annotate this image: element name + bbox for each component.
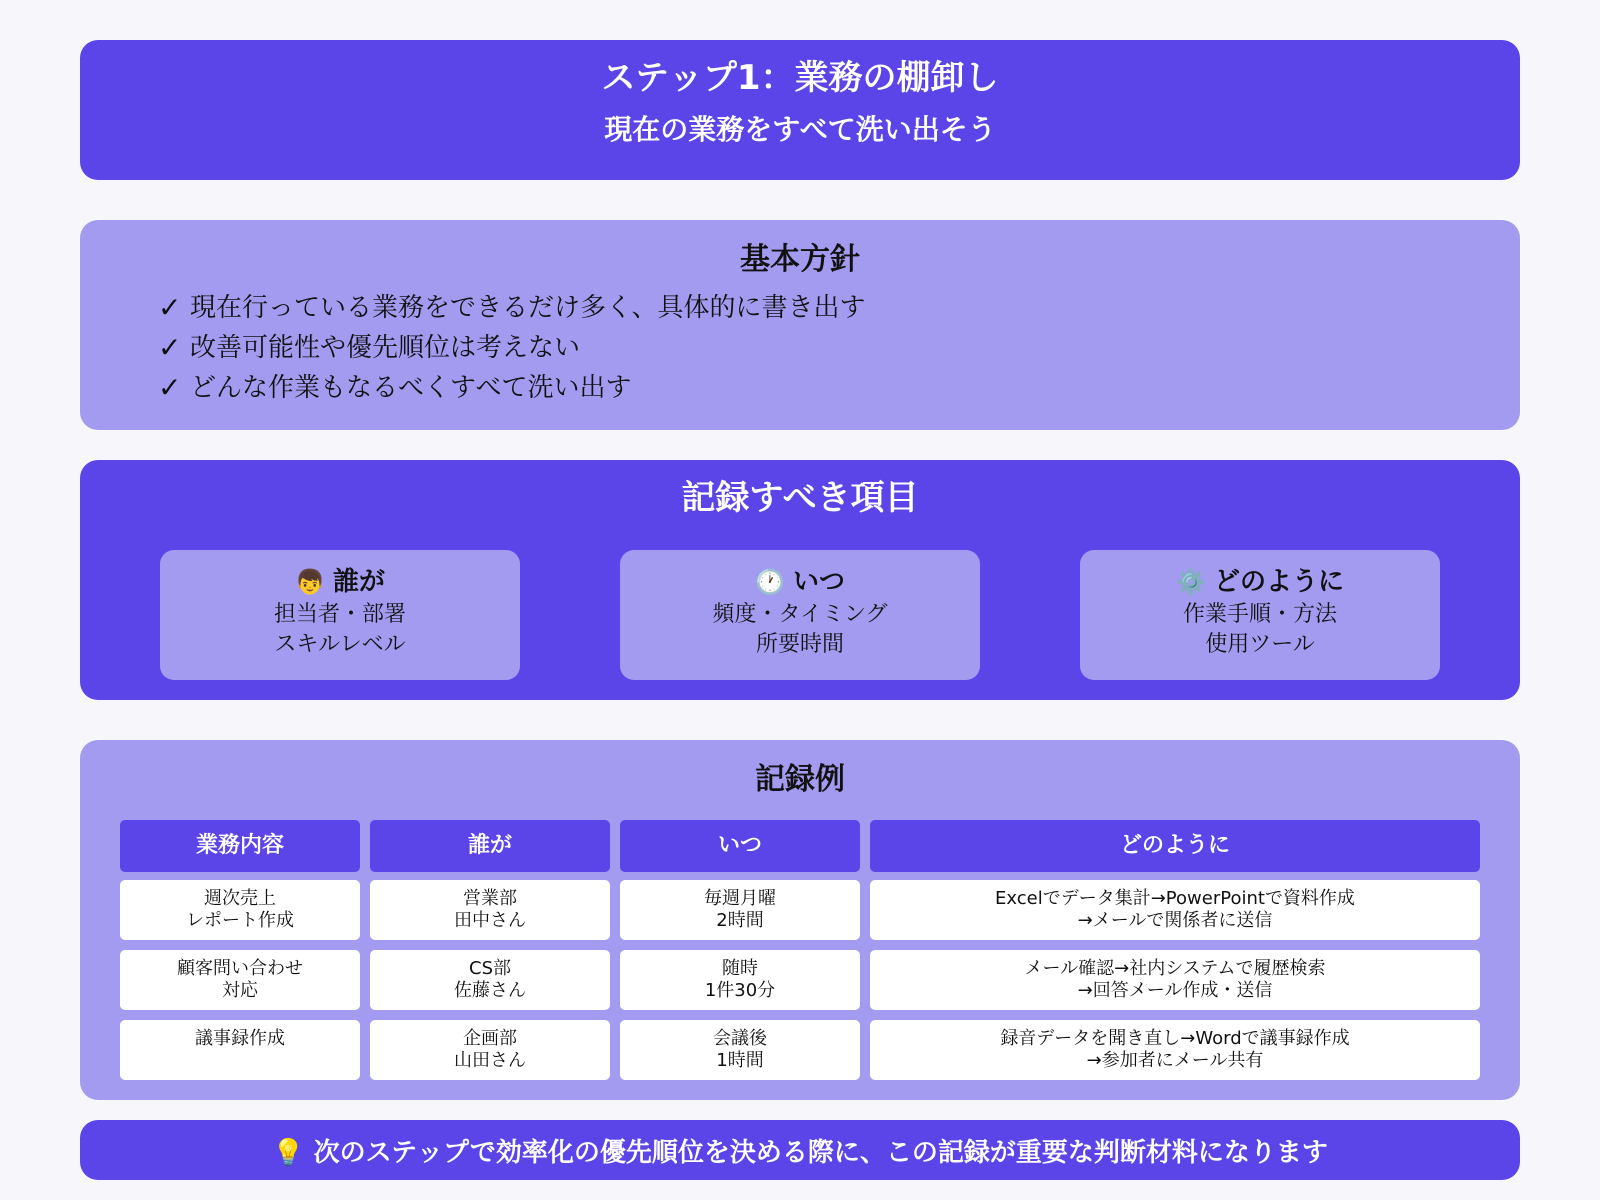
- clock-icon: 🕐: [755, 568, 785, 596]
- cell-line: Excelでデータ集計→PowerPointで資料作成: [995, 888, 1355, 909]
- header-banner: [80, 40, 1520, 180]
- policy-section: [80, 220, 1520, 430]
- cell-line: 山田さん: [454, 1050, 526, 1071]
- column-header: どのように: [870, 820, 1480, 872]
- table-cell: [370, 880, 610, 940]
- person-icon: 👦: [295, 568, 325, 596]
- footer-message: 次のステップで効率化の優先順位を決める際に、この記録が重要な判断材料になります: [313, 1137, 1328, 1168]
- table-cell: [120, 950, 360, 1010]
- card-when: [620, 550, 980, 680]
- check-icon: ✓: [158, 291, 182, 324]
- cell-line: 対応: [222, 980, 258, 1001]
- card-how: [1080, 550, 1440, 680]
- cell-line: →メールで関係者に送信: [1077, 910, 1273, 931]
- card-line: 担当者・部署: [273, 602, 406, 627]
- table-cell: [370, 1020, 610, 1080]
- card-line: 作業手順・方法: [1182, 602, 1337, 627]
- table-row: [120, 1020, 1480, 1080]
- lightbulb-icon: 💡: [272, 1137, 305, 1168]
- cell-line: 議事録作成: [195, 1028, 285, 1049]
- policy-list: [158, 288, 1520, 408]
- card-line: 所要時間: [755, 632, 844, 657]
- cell-line: 2時間: [716, 910, 764, 931]
- page-title: ステップ1：業務の棚卸し: [601, 58, 999, 98]
- table-cell: [120, 880, 360, 940]
- cell-line: →回答メール作成・送信: [1077, 980, 1273, 1001]
- check-icon: ✓: [158, 331, 182, 364]
- check-icon: ✓: [158, 371, 182, 404]
- cell-line: 1件30分: [704, 980, 776, 1001]
- policy-item-text: 現在行っている業務をできるだけ多く、具体的に書き出す: [190, 293, 866, 323]
- footer-banner: [80, 1120, 1520, 1180]
- column-header: 誰が: [370, 820, 610, 872]
- cell-line: 週次売上: [204, 888, 276, 909]
- card-line: 使用ツール: [1205, 632, 1315, 657]
- table-cell: [620, 880, 860, 940]
- cell-line: 営業部: [463, 888, 517, 909]
- card-heading: どのように: [1213, 567, 1344, 597]
- footer-text: [272, 1132, 1328, 1169]
- policy-item: [158, 288, 1520, 328]
- policy-item: [158, 328, 1520, 368]
- table-cell: [620, 1020, 860, 1080]
- examples-title: 記録例: [755, 762, 845, 797]
- cell-line: 企画部: [463, 1028, 517, 1049]
- page-subtitle: 現在の業務をすべて洗い出そう: [604, 113, 996, 146]
- cell-line: 会議後: [713, 1028, 767, 1049]
- cell-line: 録音データを聞き直し→Wordで議事録作成: [1000, 1028, 1350, 1049]
- table-cell: [870, 1020, 1480, 1080]
- cell-line: メール確認→社内システムで履歴検索: [1024, 958, 1326, 979]
- card-line: 頻度・タイミング: [712, 602, 888, 627]
- table-header-row: [120, 820, 1480, 880]
- policy-item-text: 改善可能性や優先順位は考えない: [190, 333, 581, 363]
- cell-line: 佐藤さん: [454, 980, 526, 1001]
- card-heading: 誰が: [332, 567, 385, 597]
- table-row: [120, 880, 1480, 940]
- cell-line: CS部: [469, 958, 511, 979]
- cell-line: 顧客問い合わせ: [177, 958, 303, 979]
- table-row: [120, 950, 1480, 1010]
- table-cell: [870, 880, 1480, 940]
- cell-line: 随時: [722, 958, 758, 979]
- cell-line: →参加者にメール共有: [1086, 1050, 1264, 1071]
- record-items-cards: [160, 550, 1440, 680]
- card-heading: いつ: [792, 567, 845, 597]
- card-who: [160, 550, 520, 680]
- cell-line: 毎週月曜: [704, 888, 776, 909]
- gear-icon: ⚙️: [1176, 568, 1206, 596]
- column-header: いつ: [620, 820, 860, 872]
- card-line: スキルレベル: [274, 632, 406, 657]
- cell-line: レポート作成: [186, 910, 294, 931]
- policy-title: 基本方針: [740, 242, 860, 277]
- record-items-title: 記録すべき項目: [681, 478, 919, 518]
- record-items-section: [80, 460, 1520, 700]
- table-cell: [120, 1020, 360, 1080]
- cell-line: 田中さん: [454, 910, 526, 931]
- table-cell: [620, 950, 860, 1010]
- cell-line: 1時間: [716, 1050, 764, 1071]
- column-header: 業務内容: [120, 820, 360, 872]
- table-cell: [370, 950, 610, 1010]
- policy-item: [158, 368, 1520, 408]
- table-cell: [870, 950, 1480, 1010]
- examples-section: [80, 740, 1520, 1100]
- policy-item-text: どんな作業もなるべくすべて洗い出す: [190, 373, 632, 403]
